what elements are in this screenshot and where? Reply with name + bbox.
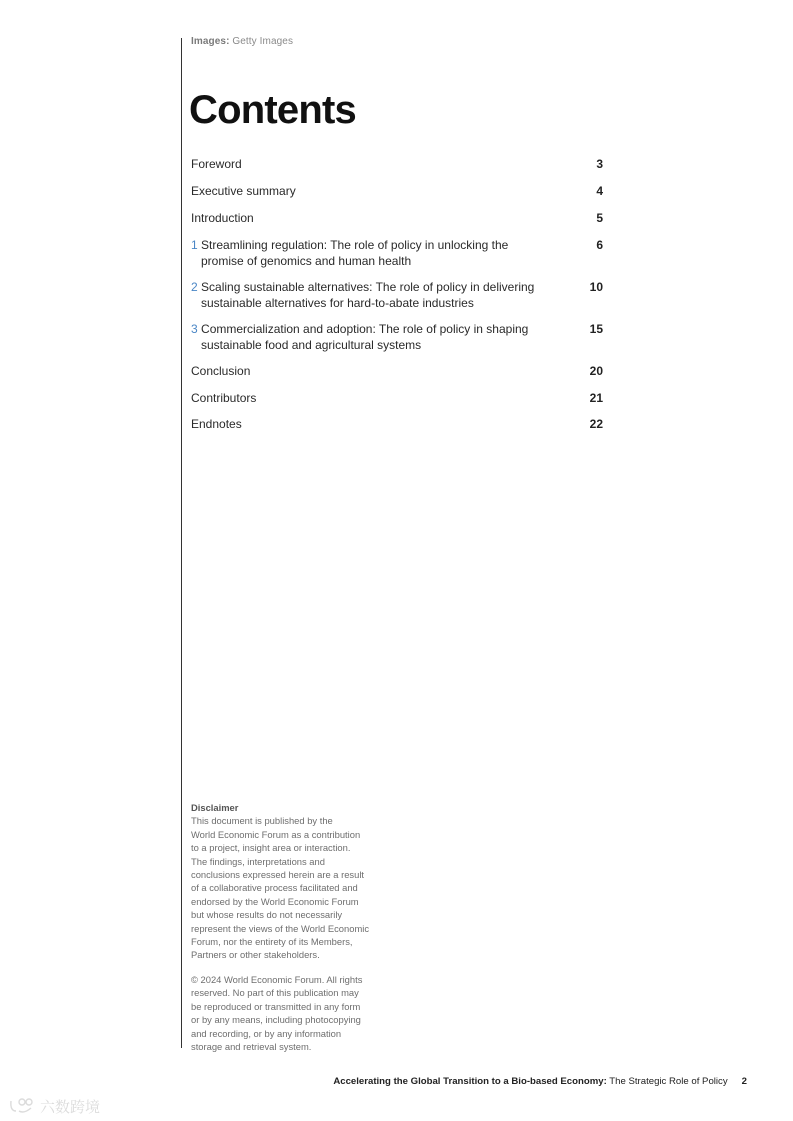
toc-page-number: 20 [589, 364, 603, 378]
toc-entry[interactable] [191, 363, 603, 379]
toc-entry-text: Foreword [191, 157, 242, 171]
disclaimer-line: represent the views of the World Economic [191, 922, 370, 934]
disclaimer-line: This document is published by the [191, 815, 333, 827]
toc-entry-label [191, 279, 541, 311]
toc-entry[interactable] [191, 237, 603, 269]
toc-entry-label [191, 363, 531, 379]
disclaimer-line: endorsed by the World Economic Forum [191, 895, 359, 907]
watermark-logo-icon [8, 1095, 108, 1117]
disclaimer-line: of a collaborative process facilitated and [191, 882, 358, 894]
disclaimer-line: to a project, insight area or interaction. [191, 842, 351, 854]
toc-page-number: 21 [589, 391, 603, 405]
toc-section-number: 3 [191, 322, 198, 336]
toc-entry[interactable] [191, 321, 603, 353]
toc-page-number: 22 [589, 417, 603, 431]
toc-section-number: 1 [191, 238, 198, 252]
toc-page-number: 3 [596, 157, 603, 171]
copyright-line: be reproduced or transmitted in any form [191, 1000, 361, 1012]
toc-entry-label [191, 210, 531, 226]
toc-entry[interactable] [191, 183, 603, 199]
copyright-line: storage and retrieval system. [191, 1040, 312, 1052]
disclaimer-line: but whose results do not necessarily [191, 909, 343, 921]
margin-rule [181, 38, 182, 1048]
toc-page-number: 15 [589, 322, 603, 336]
toc-entry[interactable] [191, 416, 603, 432]
toc-page-number: 10 [589, 280, 603, 294]
page-footer [333, 1076, 747, 1087]
footer-title-rest: The Strategic Role of Policy [606, 1076, 728, 1087]
toc-entry-label [191, 416, 531, 432]
page-title: Contents [189, 88, 356, 132]
toc-entry[interactable] [191, 279, 603, 311]
watermark-text: 六数跨境 [40, 1098, 101, 1116]
toc-entry-text: Endnotes [191, 417, 242, 431]
toc-entry-text: Introduction [191, 211, 254, 225]
toc-page-number: 4 [596, 184, 603, 198]
image-credit-value: Getty Images [232, 36, 294, 47]
toc-entry-label [191, 390, 531, 406]
disclaimer-line: The findings, interpretations and [191, 855, 325, 867]
copyright-notice [191, 973, 391, 1053]
toc-entry[interactable] [191, 156, 603, 172]
copyright-line: or by any means, including photocopying [191, 1014, 361, 1026]
toc-entry-text: Conclusion [191, 364, 251, 378]
footer-title-bold: Accelerating the Global Transition to a Bio-based Economy: [333, 1076, 607, 1087]
disclaimer-body [191, 814, 391, 961]
toc-entry[interactable] [191, 390, 603, 406]
toc-entry-label [191, 183, 531, 199]
image-credit-label: Images: [191, 36, 230, 47]
toc-entry-text: Scaling sustainable alternatives: The role of policy in delivering sustainable alternatives for hard-to-abate industries [201, 280, 535, 310]
toc-page-number: 6 [596, 238, 603, 252]
disclaimer [191, 801, 391, 1053]
toc-entry-label [191, 237, 541, 269]
disclaimer-line: World Economic Forum as a contribution [191, 828, 361, 840]
toc-section-number: 2 [191, 280, 198, 294]
toc-entry-text: Commercialization and adoption: The role of policy in shaping sustainable food and agricultural systems [201, 322, 529, 352]
disclaimer-line: Partners or other stakeholders. [191, 949, 320, 961]
toc-page-number: 5 [596, 211, 603, 225]
toc-entry-text: Contributors [191, 391, 257, 405]
footer-page-number: 2 [741, 1076, 747, 1087]
disclaimer-heading: Disclaimer [191, 802, 239, 813]
toc-entry[interactable] [191, 210, 603, 226]
toc-entry-text: Streamlining regulation: The role of policy in unlocking the promise of genomics and human health [201, 238, 509, 268]
image-credit [191, 36, 293, 47]
toc-entry-label [191, 321, 541, 353]
disclaimer-line: conclusions expressed herein are a result [191, 869, 365, 881]
copyright-line: and recording, or by any information [191, 1027, 342, 1039]
copyright-line: © 2024 World Economic Forum. All rights [191, 973, 363, 985]
toc-entry-text: Executive summary [191, 184, 296, 198]
disclaimer-line: Forum, nor the entirety of its Members, [191, 936, 353, 948]
toc-entry-label [191, 156, 531, 172]
copyright-line: reserved. No part of this publication may [191, 987, 359, 999]
